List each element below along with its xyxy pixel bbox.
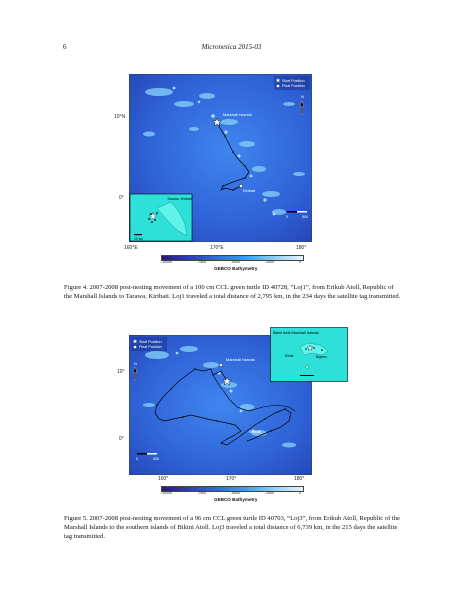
legend-final-label: Final Position bbox=[282, 84, 305, 88]
kiribati-label: Kiribati bbox=[243, 188, 256, 193]
fig4-lon-180: 180° bbox=[296, 245, 307, 251]
tarawa-inset bbox=[130, 194, 192, 241]
legend-start-label: Start Position bbox=[282, 79, 305, 83]
fig5-lon-160: 160° bbox=[158, 476, 169, 482]
fig4-lat-10n: 10°N bbox=[114, 114, 126, 120]
svg-text:0: 0 bbox=[136, 457, 138, 461]
kiribati-label: Kiribati bbox=[249, 429, 262, 434]
svg-text:500: 500 bbox=[153, 457, 159, 461]
fig5-colorbar: -10000 -7500 -5000 -2500 0 GEBCO Bathymetry bbox=[161, 486, 304, 492]
marshall-label: Marshall Islands bbox=[223, 112, 252, 117]
svg-text:500: 500 bbox=[302, 215, 308, 219]
fig5-lat-0: 0° bbox=[119, 436, 124, 442]
svg-text:N: N bbox=[301, 94, 304, 99]
svg-text:10 km: 10 km bbox=[134, 237, 144, 241]
legend-final-label: Final Position bbox=[139, 345, 162, 349]
final-position-icon bbox=[219, 363, 222, 366]
fig4-lon-170e: 170°E bbox=[210, 245, 224, 251]
svg-text:N: N bbox=[134, 361, 137, 366]
fig4-lon-160e: 160°E bbox=[124, 245, 138, 251]
journal-title: Micronesica 2015-03 bbox=[201, 43, 262, 51]
legend-start-label: Start Position bbox=[139, 340, 162, 344]
fig5-lat-10: 10° bbox=[117, 369, 125, 375]
svg-text:Enirik: Enirik bbox=[285, 354, 294, 358]
bikini-inset bbox=[270, 327, 348, 382]
page-number: 6 bbox=[63, 43, 67, 51]
fig4-colorbar: -10000 -7500 -5000 -2500 0 GEBCO Bathymetry bbox=[161, 255, 304, 261]
marshall-label: Marshall Islands bbox=[226, 357, 255, 362]
fig5-lon-180: 180° bbox=[294, 476, 305, 482]
svg-text:Bigiren: Bigiren bbox=[316, 355, 327, 359]
figure-4-caption: Figure 4. 2007-2008 post-nesting movement of a 100 cm CCL green turtle ID 40728, “Loj1”, from Erikub Atoll, Republic of the Marshall Islands to Tarawa, Kiribati. Loj1 traveled a total distance of 2,795 km, in the 234 days the satellite tag transmitted. bbox=[64, 284, 401, 301]
figure-5-caption: Figure 5. 2007-2008 post-nesting movement of a 96 cm CCL green turtle ID 40703, “Loj3”, from Erikub Atoll, Republic of the Marshall Islands to the southern islands of Bikini Atoll. Loj3 traveled a total distance of 6,739 km, in the 215 days the satellite tag transmitted. bbox=[64, 515, 400, 541]
inset-title: Bikini Atoll Marshall Islands bbox=[273, 331, 319, 335]
figure-4-map bbox=[129, 74, 312, 242]
fig4-lat-0: 0° bbox=[119, 195, 124, 201]
fig5-lon-170: 170° bbox=[226, 476, 237, 482]
svg-text:0: 0 bbox=[286, 215, 288, 219]
inset-title: Tarawa, Kiribati bbox=[167, 197, 192, 201]
